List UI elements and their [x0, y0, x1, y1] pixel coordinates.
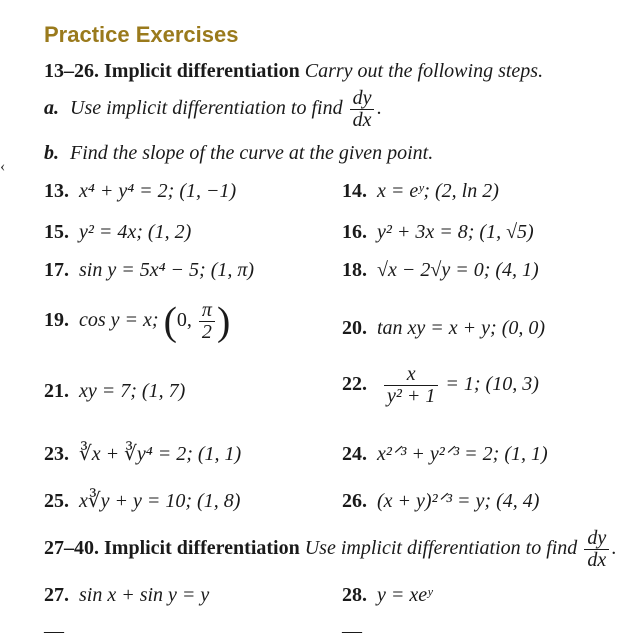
exercise-number: 28. [342, 584, 367, 606]
exercise-number: 13. [44, 180, 69, 202]
exercise-expression: x⁴ + y⁴ = 2; (1, −1) [79, 180, 237, 202]
exercise-number: 14. [342, 180, 367, 202]
exercise-expression: tan xy = x + y; (0, 0) [377, 317, 546, 339]
exercise-28 [342, 584, 432, 607]
section-number: 13–26. [44, 60, 99, 82]
exercise-expression: x²ᐟ³ + y²ᐟ³ = 2; (1, 1) [377, 443, 548, 465]
right-paren: ) [216, 298, 231, 344]
exercise-expression: y² = 4x; (1, 2) [79, 221, 192, 243]
step-b [44, 142, 433, 165]
exercise-21 [44, 380, 185, 403]
exercise-number: 20. [342, 317, 367, 339]
exercise-number: 25. [44, 490, 69, 512]
section-instruction: Use implicit differentiation to find [304, 537, 578, 560]
exercise-expression: ∛x + ∛y⁴ = 2; (1, 1) [79, 443, 242, 465]
step-b-text: Find the slope of the curve at the given point. [70, 142, 434, 164]
exercise-number: 21. [44, 380, 69, 402]
frac-numerator: π [199, 300, 215, 322]
step-a-end: . [376, 97, 382, 120]
exercise-expression: √x − 2√y = 0; (4, 1) [377, 259, 539, 281]
exercise-expression: x = eʸ; (2, ln 2) [377, 180, 499, 202]
exercise-26 [342, 488, 539, 513]
exercise-number: 15. [44, 221, 69, 243]
exercise-expression: xy = 7; (1, 7) [79, 380, 186, 402]
frac-numerator: dy [350, 88, 375, 110]
pi-over-2-fraction [199, 300, 215, 343]
section-title: Implicit differentiation [104, 537, 300, 560]
exercise-expression: cos y = x; [79, 309, 159, 332]
step-a [44, 88, 381, 131]
step-b-label: b. [44, 142, 59, 164]
exercise-13 [44, 180, 236, 203]
exercise-expression: sin y = 5x⁴ − 5; (1, π) [79, 259, 255, 281]
exercise-17 [44, 259, 254, 282]
dy-dx-fraction [584, 528, 609, 571]
frac-denominator: dx [352, 109, 372, 131]
exercise-number: 18. [342, 259, 367, 281]
exercise-number: 26. [342, 490, 367, 512]
section-instruction: Carry out the following steps. [304, 60, 544, 82]
exercise-number: 23. [44, 443, 69, 465]
clipped-next-row-left: — [44, 620, 64, 642]
section-13-26-header [44, 60, 543, 83]
exercise-number: 22. [342, 373, 367, 396]
frac-denominator: dx [587, 549, 607, 571]
page-edge-mark: ‹ [0, 158, 6, 175]
exercise-number: 24. [342, 443, 367, 465]
clipped-next-row-right: — [342, 620, 362, 642]
exercise-expression: (x + y)²ᐟ³ = y; (4, 4) [377, 490, 540, 512]
exercise-number: 19. [44, 309, 69, 332]
exercise-15 [44, 221, 191, 244]
exercise-number: 16. [342, 221, 367, 243]
left-paren: ( [163, 298, 177, 344]
frac-numerator: x [384, 364, 438, 386]
exercise-27 [44, 584, 209, 607]
exercise-20 [342, 317, 545, 340]
dy-dx-fraction [350, 88, 375, 131]
exercise-25 [44, 488, 240, 513]
exercise-expression: y = xeʸ [377, 584, 433, 606]
exercise-22 [342, 364, 539, 407]
x-over-y2plus1-fraction [384, 364, 438, 407]
exercise-19 [44, 300, 230, 343]
section-title: Implicit differentiation [104, 60, 300, 82]
section-number: 27–40. [44, 537, 99, 560]
exercise-expression: x∛y + y = 10; (1, 8) [79, 490, 241, 512]
step-a-label: a. [44, 97, 59, 120]
exercise-23 [44, 441, 241, 466]
exercise-24 [342, 441, 548, 466]
frac-numerator: dy [584, 528, 609, 550]
frac-denominator: 2 [201, 321, 212, 343]
exercise-number: 17. [44, 259, 69, 281]
exercise-16 [342, 221, 534, 244]
frac-denominator: y² + 1 [387, 385, 436, 407]
section-end: . [611, 537, 617, 560]
exercise-expression: sin x + sin y = y [79, 584, 210, 606]
exercise-expression: y² + 3x = 8; (1, √5) [377, 221, 534, 243]
page-heading: Practice Exercises [44, 22, 239, 47]
point-x: 0, [176, 309, 192, 332]
section-27-40-header [44, 528, 616, 571]
step-a-text: Use implicit differentiation to find [70, 97, 343, 120]
exercise-number: 27. [44, 584, 69, 606]
exercise-14 [342, 180, 499, 203]
exercise-18 [342, 259, 539, 282]
exercise-expression: = 1; (10, 3) [445, 373, 539, 396]
